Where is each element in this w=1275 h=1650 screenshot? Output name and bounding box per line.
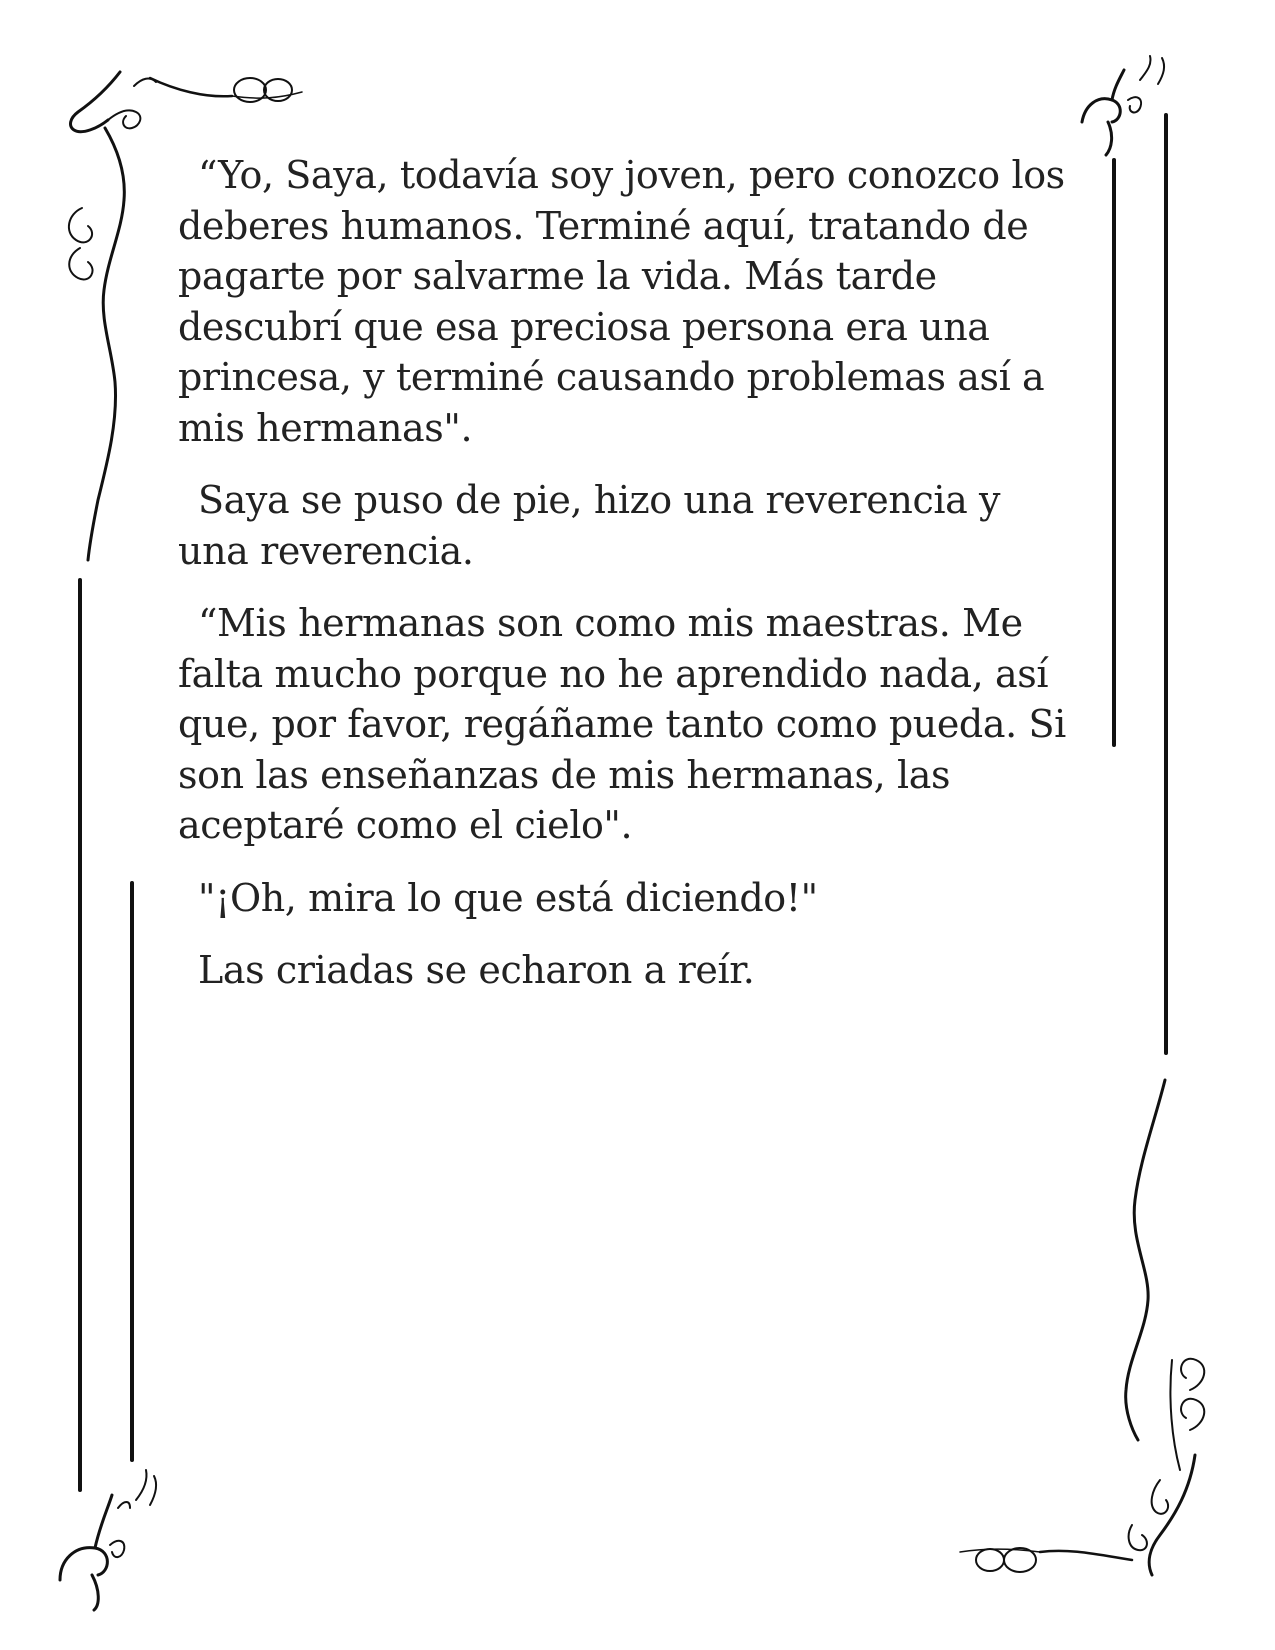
story-text: [178, 150, 1078, 1018]
top-right-flourish-icon: [1082, 56, 1164, 155]
bottom-left-flourish-icon: [60, 1470, 156, 1610]
bottom-right-flourish-icon: [960, 1080, 1204, 1575]
paragraph-saya-speech: “Yo, Saya, todavía soy joven, pero conozco los deberes humanos. Terminé aquí, tratando de pagarte por salvarme la vida. Más tarde descubrí que esa preciosa persona era una princesa, y terminé causando problemas así a mis hermanas".: [178, 153, 1065, 450]
paragraph-exclamation: "¡Oh, mira lo que está diciendo!": [198, 875, 818, 920]
paragraph-sisters-teachers: “Mis hermanas son como mis maestras. Me falta mucho porque no he aprendido nada, así que, por favor, regáñame tanto como pueda. Si son las enseñanzas de mis hermanas, las aceptaré como el cielo".: [178, 601, 1066, 847]
paragraph-saya-bows: Saya se puso de pie, hizo una reverencia y una reverencia.: [178, 478, 1001, 573]
paragraph-maids-laugh: Las criadas se echaron a reír.: [198, 948, 755, 992]
